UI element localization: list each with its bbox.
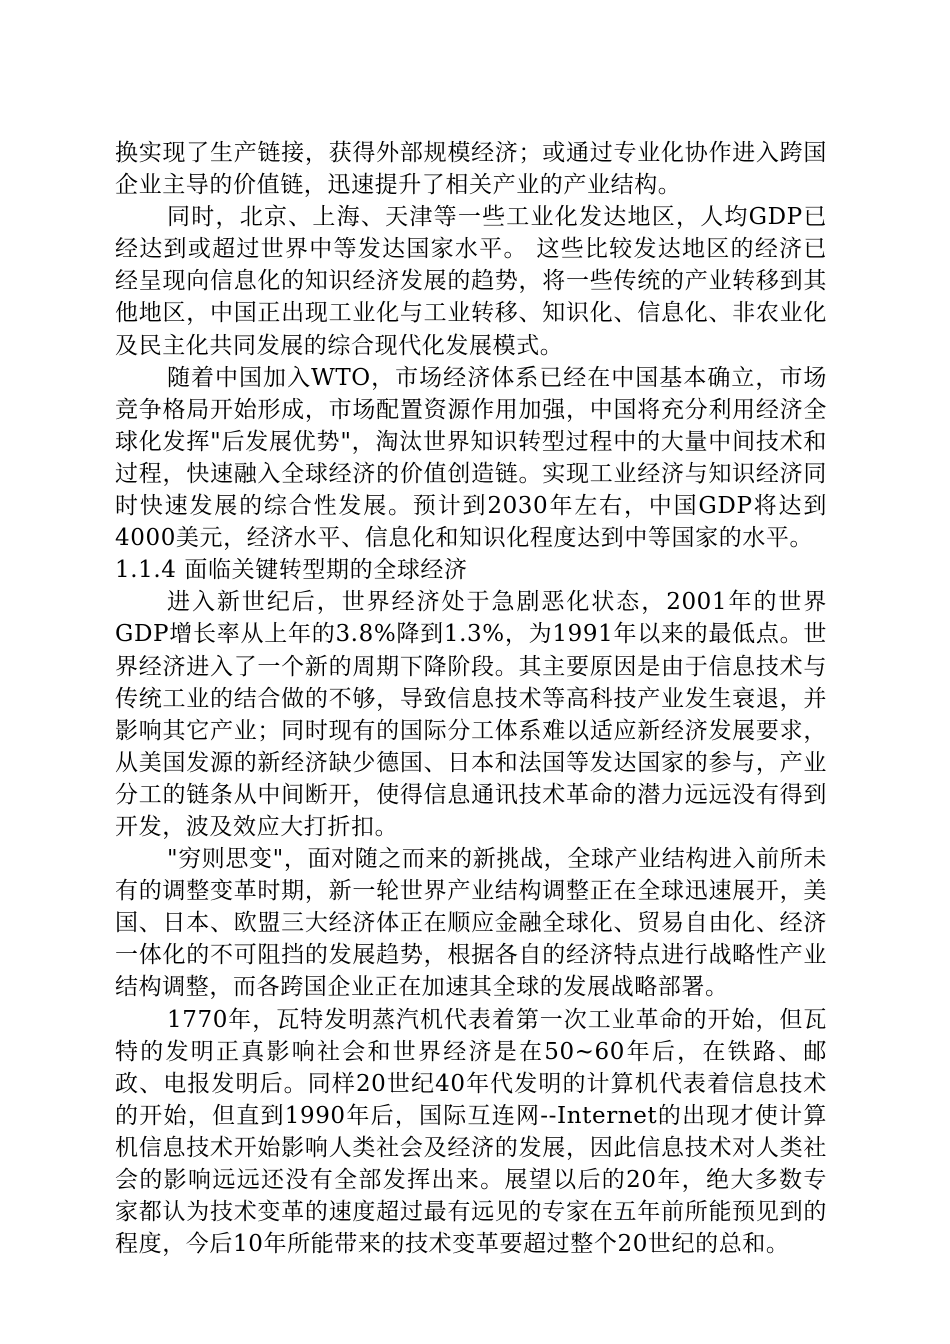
document-body bbox=[115, 137, 827, 1260]
section-heading: 1.1.4 面临关键转型期的全球经济 bbox=[115, 557, 468, 584]
paragraph-wto: 随着中国加入WTO，市场经济体系已经在中国基本确立，市场竞争格局开始形成，市场配置资源作用加强，中国将充分利用经济全球化发挥"后发展优势"，淘汰世界知识转型过程中的大量中间技术和过程，快速融入全球经济的价值创造链。实现工业经济与知识经济同时快速发展的综合性发展。预计到2030年左右，中国GDP将达到4000美元，经济水平、信息化和知识化程度达到中等国家的水平。 bbox=[115, 364, 827, 552]
paragraph-new-century: 进入新世纪后，世界经济处于急剧恶化状态，2001年的世界GDP增长率从上年的3.8%降到1.3%，为1991年以来的最低点。世界经济进入了一个新的周期下降阶段。其主要原因是由于信息技术与传统工业的结合做的不够，导致信息技术等高科技产业发生衰退，并影响其它产业；同时现有的国际分工体系难以适应新经济发展要求，从美国发源的新经济缺少德国、日本和法国等发达国家的参与，产业分工的链条从中间断开，使得信息通讯技术革命的潜力远远没有得到开发，波及效应大打折扣。 bbox=[115, 589, 827, 840]
paragraph-new-challenges: "穷则思变"，面对随之而来的新挑战，全球产业结构进入前所未有的调整变革时期，新一轮世界产业结构调整正在全球迅速展开，美国、日本、欧盟三大经济体正在顺应金融全球化、贸易自由化、经济一体化的不可阻挡的发展趋势，根据各自的经济特点进行战略性产业结构调整，而各跨国企业正在加速其全球的发展战略部署。 bbox=[115, 846, 827, 1001]
paragraph-continuation: 换实现了生产链接，获得外部规模经济；或通过专业化协作进入跨国企业主导的价值链，迅速提升了相关产业的产业结构。 bbox=[115, 140, 827, 199]
paragraph-technology-history: 1770年，瓦特发明蒸汽机代表着第一次工业革命的开始，但瓦特的发明正真影响社会和世界经济是在50~60年后，在铁路、邮政、电报发明后。同样20世纪40年代发明的计算机代表着信息技术的开始，但直到1990年后，国际互连网--Internet的出现才使计算机信息技术开始影响人类社会及经济的发展，因此信息技术对人类社会的影响远远还没有全部发挥出来。展望以后的20年，绝大多数专家都认为技术变革的速度超过最有远见的专家在五年前所能预见到的程度，今后10年所能带来的技术变革要超过整个20世纪的总和。 bbox=[115, 1006, 827, 1258]
paragraph-developed-regions: 同时，北京、上海、天津等一些工业化发达地区，人均GDP已经达到或超过世界中等发达国家水平。 这些比较发达地区的经济已经呈现向信息化的知识经济发展的趋势，将一些传统的产业转移到其他地区，中国正出现工业化与工业转移、知识化、信息化、非农业化及民主化共同发展的综合现代化发展模式。 bbox=[115, 204, 827, 359]
